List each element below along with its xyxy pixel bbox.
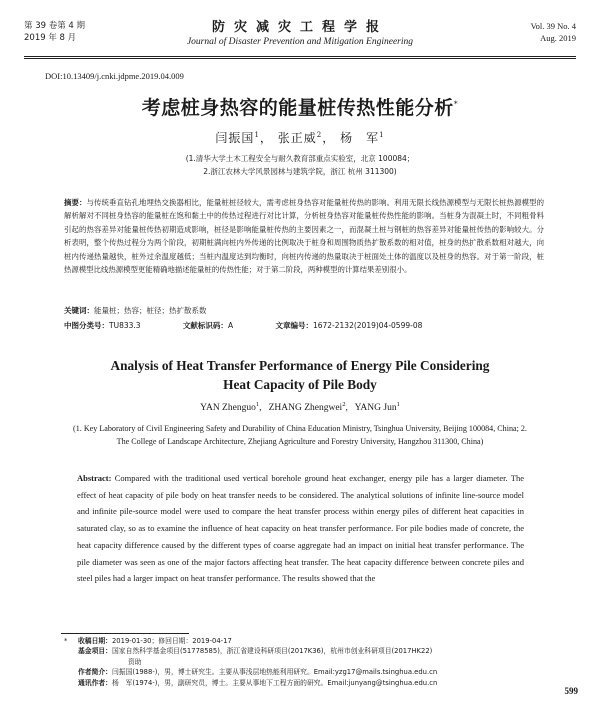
author-affil-mark: 2	[342, 401, 346, 408]
header-rule-bottom	[24, 58, 576, 59]
footnote-mark	[64, 678, 78, 688]
author-affil-mark: 1	[379, 131, 385, 139]
volume-issue-en: Vol. 39 No. 4	[530, 21, 576, 31]
author-affil-mark: 1	[254, 131, 260, 139]
abstract-en	[77, 470, 524, 587]
abstract-cn-text: 与传统垂直钻孔地埋热交换器相比，能量桩桩径较大，需考虑桩身热容对能量桩传热的影响。利用无限长线热源模型与无限长桩热源模型的解析解对不同桩身热容的能量桩在饱和黏土中的传热过程进行对比计算，分析桩身热容对能量桩传热性能的影响。当桩身为混凝土时，不同粗骨料引起的热容差异对能量桩传热初期造成影响，桩径是影响能量桩传热的主要因素之一，而混凝土桩与钢桩的热容差异对能量桩传热的影响较大。分析表明，整个传热过程分为两个阶段，初期桩满向桩内外传递的比例取决于桩身和周围物质热扩散系数的相对值，桩身的热扩散系数相对越大，向桩内传递热量越快，桩外过余温度越低；当桩内温度达到均衡时，向桩内传递的热量取决于桩面处土体的温度以及桩身的热容。对于第一阶段，桩热源模型比线热源模型更能精确地描述能量桩的传热性能；对于第二阶段，两种模型的计算结果差别很小。	[64, 198, 544, 275]
affiliation-line: 2.浙江农林大学风景园林与建筑学院，浙江 杭州 311300)	[203, 167, 397, 176]
header-right	[531, 20, 576, 44]
footnote-mark: *	[64, 637, 68, 645]
author-en: YAN Zhenguo	[200, 403, 256, 414]
header-center	[24, 20, 576, 49]
author-cn: 闫振国	[215, 131, 255, 145]
footnote-mark	[64, 646, 78, 656]
author-en: ZHANG Zhengwei	[268, 403, 343, 414]
footnote-received	[64, 636, 554, 646]
page-number: 599	[564, 686, 578, 696]
date-cn: 2019 年 8 月	[24, 33, 77, 43]
volume-issue-cn: 第 39 卷第 4 期	[24, 21, 86, 31]
authors-cn: 闫振国$^1$， 张正威$^2$， 杨 军$^1$	[215, 131, 385, 145]
footnotes	[64, 636, 554, 688]
document-code: 文献标识码：A	[182, 321, 234, 330]
doi: DOI:10.13409/j.cnki.jdpme.2019.04.009	[45, 71, 184, 81]
running-header	[24, 20, 576, 54]
footnote-rule	[61, 633, 189, 634]
footnote-label: 通讯作者：	[78, 678, 112, 687]
author-cn: 杨 军	[340, 131, 380, 145]
footnote-funding-cont	[64, 657, 554, 667]
journal-name-en: Journal of Disaster Prevention and Mitigation Engineering	[186, 37, 414, 47]
footnote-text: 杨 军(1974-)，男，副研究员，博士。主要从事地下工程方面的研究。Email:junyang@tsinghua.edu.cn	[111, 678, 438, 687]
footnote-funding	[64, 646, 554, 656]
author-affil-mark: 1	[255, 401, 260, 408]
date-en: Aug. 2019	[540, 33, 576, 43]
title-en-line: Heat Capacity of Pile Body	[223, 377, 377, 392]
article-id: 文章编号：1672-2132(2019)04-0599-08	[275, 321, 423, 330]
author-affil-mark: 2	[316, 131, 323, 139]
authors-en: YAN Zhenguo$^1$, ZHANG Zhengwei$^2$, YANG Jun$^1$	[200, 401, 400, 414]
author-affil-mark: 1	[396, 401, 400, 408]
affiliations-cn	[0, 152, 600, 178]
keywords-cn-text: 能量桩；热容；桩径；热扩散系数	[94, 306, 207, 315]
footnote-mark	[64, 667, 78, 677]
header-rule-top	[24, 56, 576, 57]
footnote-text: 资助	[128, 657, 142, 666]
title-en	[0, 356, 600, 394]
classification-meta	[64, 320, 544, 331]
abstract-en-text: Compared with the traditional used vertical borehole ground heat exchanger, energy pile has a larger diameter. The effect of heat capacity of pile body on heat transfer needs to be considered. The analytical solutions of infinite line-source model and infinite pile-source model were used to compare the heat transfer process within energy piles of different heat capacities in saturated clay, so as to examine the influence of heat capacity on heat transfer performance. For pile bodies made of concrete, the heat capacity difference caused by the different types of coarse aggregate had an impact on initial heat transfer performance. The pile diameter was seen as one of the major factors affecting heat transfer. The heat capacity difference between concrete piles and steel piles had a larger impact on heat transfer performance. The results showed that the	[77, 473, 524, 584]
keywords-cn-label: 关键词：	[64, 306, 94, 315]
title-cn-footnote-mark: *	[453, 99, 459, 109]
footnote-author-bio	[64, 667, 554, 677]
title-en-line: Analysis of Heat Transfer Performance of Energy Pile Considering	[110, 358, 490, 373]
author-cn: 张正威	[277, 131, 317, 145]
author-en: YANG Jun	[354, 403, 397, 414]
journal-name-cn: 防灾减灾工程学报	[211, 20, 388, 35]
abstract-cn	[64, 196, 544, 276]
title-cn	[0, 93, 600, 120]
footnote-label: 收稿日期：	[78, 637, 112, 645]
footnote-text: 2019-01-30；修回日期：2019-04-17	[111, 637, 232, 645]
footnote-corresponding	[64, 678, 554, 688]
abstract-en-label: Abstract:	[77, 473, 112, 483]
abstract-cn-label: 摘要：	[64, 198, 87, 207]
title-cn-text: 考虑桩身热容的能量桩传热性能分析	[141, 97, 454, 119]
affiliations-en: (1. Key Laboratory of Civil Engineering Safety and Durability of China Education Ministry, Tsinghua University, Beijing 100084, China; 2. The College of Landscape Architecture, Zhejiang Agriculture and Forestry University, Hangzhou 311300, China)	[73, 424, 527, 446]
affiliation-line: (1.清华大学土木工程安全与耐久教育部重点实验室，北京 100084；	[185, 154, 415, 163]
footnote-label: 作者简介：	[78, 668, 112, 677]
footnote-text: 闫振国(1988-)，男，博士研究生。主要从事浅层地热能利用研究。Email:yzg17@mails.tsinghua.edu.cn	[111, 668, 438, 677]
clc-number: 中图分类号：TU833.3	[64, 321, 141, 330]
keywords-cn	[64, 305, 207, 316]
footnote-text: 国家自然科学基金项目(51778585)，浙江省建设科研项目(2017K36)，杭州市创业科研项目(2017HK22)	[111, 647, 433, 656]
footnote-label: 基金项目：	[78, 647, 112, 656]
